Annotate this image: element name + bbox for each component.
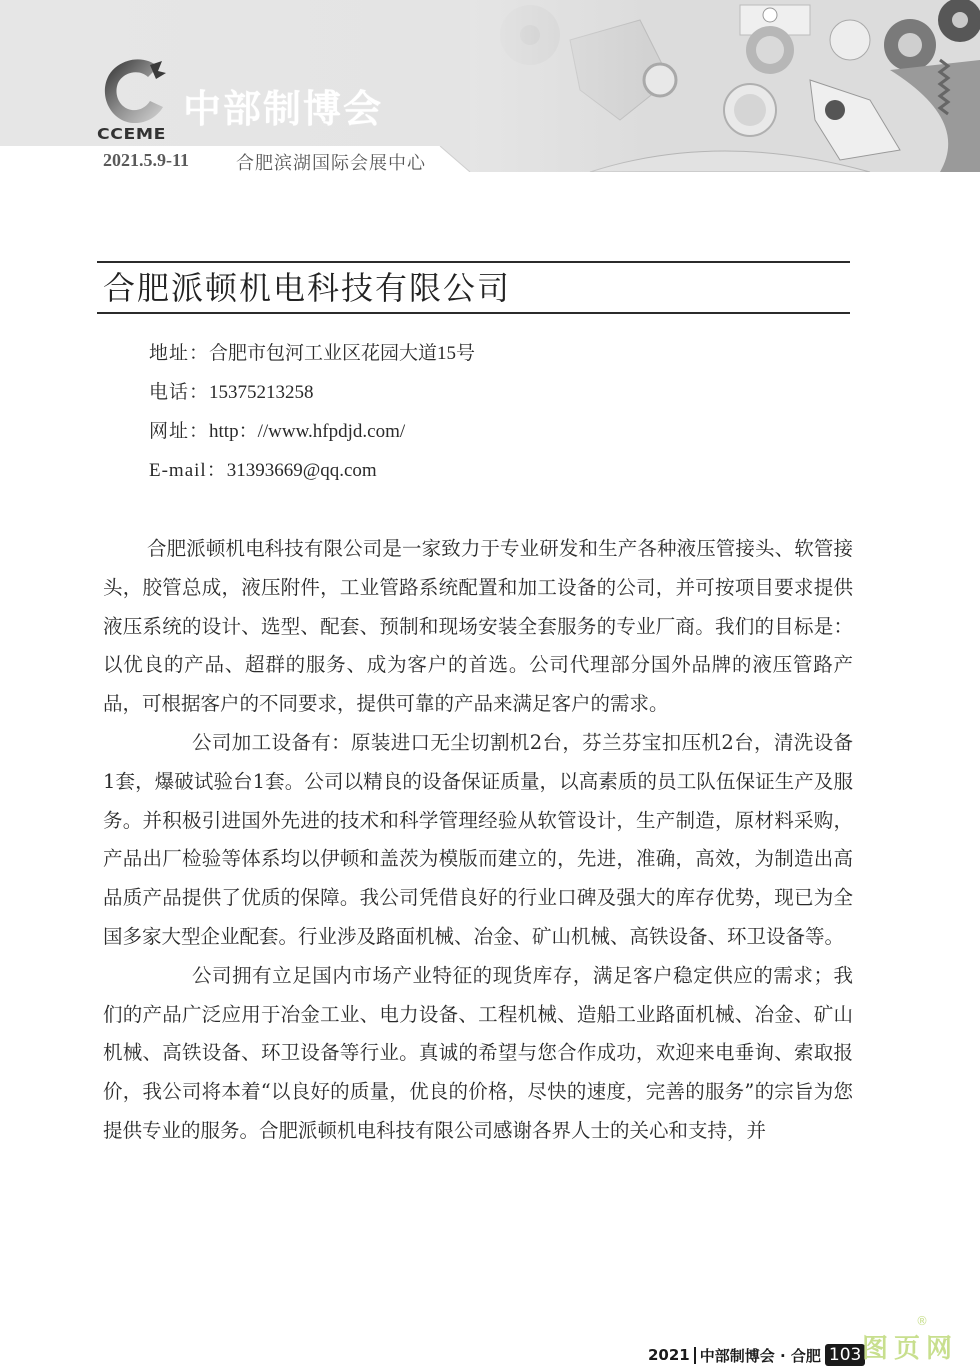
title-rule-bottom bbox=[97, 312, 850, 314]
body-paragraph: 公司加工设备有：原装进口无尘切割机2台，芬兰芬宝扣压机2台，清洗设备1套，爆破试验台1套。公司以精良的设备保证质量，以高素质的员工队伍保证生产及服务。并积极引进国外先进的技术和科学管理经验从软管设计，生产制造，原材料采购，产品出厂检验等体系均以伊顿和盖茨为模版而建立的，先进，准确，高效，为制造出高品质产品提供了优质的保障。我公司凭借良好的行业口碑及强大的库存优势，现已为全国多家大型企业配套。行业涉及路面机械、冶金、矿山机械、高铁设备、环卫设备等。 bbox=[103, 730, 853, 948]
watermark-text: 图页网 bbox=[862, 1334, 959, 1364]
contact-phone-value: 15375213258 bbox=[209, 382, 314, 403]
contact-phone bbox=[149, 376, 475, 415]
cceme-logo-icon bbox=[100, 55, 172, 127]
contact-email bbox=[149, 454, 475, 493]
footer-publication: 中部制博会 · 合肥 bbox=[699, 1346, 821, 1365]
company-description bbox=[103, 530, 853, 1151]
page-number: 103 bbox=[825, 1344, 865, 1366]
registered-mark-icon: ® bbox=[916, 1314, 928, 1328]
body-paragraph: 公司拥有立足国内市场产业特征的现货库存，满足客户稳定供应的需求；我们的产品广泛应用于冶金工业、电力设备、工程机械、造船工业路面机械、冶金、矿山机械、高铁设备、环卫设备等行业。真诚的希望与您合作成功，欢迎来电垂询、索取报价，我公司将本着“以良好的质量，优良的价格，尽快的速度，完善的服务”的宗旨为您提供专业的服务。合肥派顿机电科技有限公司感谢各界人士的关心和支持，并 bbox=[103, 963, 853, 1142]
expo-date: 2021.5.9-11 bbox=[103, 150, 190, 170]
contact-website-label: 网址： bbox=[149, 421, 210, 442]
expo-venue: 合肥滨湖国际会展中心 bbox=[236, 153, 426, 172]
cceme-logo-text: CCEME bbox=[97, 125, 166, 143]
header-banner bbox=[0, 0, 980, 172]
footer-year: 2021 bbox=[648, 1346, 690, 1364]
contact-address-label: 地址： bbox=[149, 343, 210, 364]
expo-title: 中部制博会 bbox=[183, 87, 384, 131]
contact-info bbox=[149, 337, 475, 493]
contact-phone-label: 电话： bbox=[149, 382, 210, 403]
footer-separator bbox=[694, 1347, 696, 1364]
contact-address bbox=[149, 337, 475, 376]
contact-website-link[interactable]: http：//www.hfpdjd.com/ bbox=[209, 421, 406, 442]
title-rule-top bbox=[97, 261, 850, 263]
watermark-logo bbox=[862, 1314, 959, 1365]
page-footer bbox=[648, 1342, 865, 1368]
contact-website bbox=[149, 415, 475, 454]
company-title: 合肥派顿机电科技有限公司 bbox=[103, 269, 512, 307]
contact-address-value: 合肥市包河工业区花园大道15号 bbox=[209, 343, 476, 364]
contact-email-label: E-mail： bbox=[149, 460, 227, 481]
body-paragraph: 合肥派顿机电科技有限公司是一家致力于专业研发和生产各种液压管接头、软管接头，胶管总成，液压附件，工业管路系统配置和加工设备的公司，并可按项目要求提供液压系统的设计、选型、配套、预制和现场安装全套服务的专业厂商。我们的目标是：以优良的产品、超群的服务、成为客户的首选。公司代理部分国外品牌的液压管路产品，可根据客户的不同要求，提供可靠的产品来满足客户的需求。 bbox=[103, 537, 853, 716]
contact-email-link[interactable]: 31393669@qq.com bbox=[226, 460, 377, 481]
